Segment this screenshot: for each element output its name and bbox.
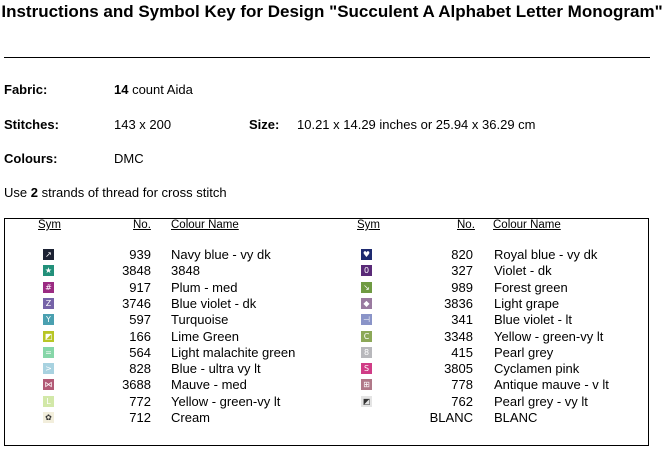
symbol-glyph: C xyxy=(363,331,370,341)
symbol-glyph: ⊞ xyxy=(363,380,370,390)
symbol-swatch-icon xyxy=(361,363,372,374)
dmc-number: 327 xyxy=(451,263,473,279)
colour-name: Navy blue - vy dk xyxy=(171,247,271,262)
fabric-type: count Aida xyxy=(128,82,193,97)
symbol-glyph: ♥ xyxy=(362,250,371,259)
strands-post: strands of thread for cross stitch xyxy=(37,185,227,200)
dmc-number: 597 xyxy=(129,312,151,328)
symbol-glyph: ◩ xyxy=(44,331,53,341)
key-row xyxy=(0,312,664,328)
key-row xyxy=(0,394,664,410)
colour-name: Blue violet - lt xyxy=(494,312,573,328)
stitches-label: Stitches: xyxy=(4,117,59,132)
dmc-number: BLANC xyxy=(429,410,473,425)
colour-name: Turquoise xyxy=(171,312,229,328)
colour-name: Light grape xyxy=(494,295,560,311)
left-name-header: Colour Name xyxy=(171,219,239,231)
dmc-number: 3688 xyxy=(122,377,151,393)
stitches-value: 143 x 200 xyxy=(114,117,172,132)
dmc-number: 989 xyxy=(451,279,473,295)
strands-pre: Use xyxy=(4,185,31,200)
dmc-number: 772 xyxy=(129,393,151,409)
symbol-glyph: 0 xyxy=(363,266,370,276)
key-row xyxy=(0,263,664,279)
symbol-glyph: S xyxy=(363,364,370,374)
dmc-number: 3348 xyxy=(444,328,473,344)
right-name-header: Colour Name xyxy=(493,219,561,231)
size-value: 10.21 x 14.29 inches or 25.94 x 36.29 cm xyxy=(297,117,536,132)
dmc-number: 166 xyxy=(129,328,151,344)
symbol-glyph: ◆ xyxy=(363,298,370,308)
symbol-glyph: Z xyxy=(45,298,52,308)
right-no-header: No. xyxy=(457,219,475,231)
dmc-number: 3746 xyxy=(122,295,151,311)
left-no-header: No. xyxy=(133,219,151,231)
symbol-glyph: ⋈ xyxy=(44,380,53,390)
symbol-swatch-icon xyxy=(361,314,372,325)
strands-count: 2 xyxy=(30,185,38,200)
dmc-number: 762 xyxy=(451,393,473,409)
symbol-glyph: ↘ xyxy=(363,282,370,292)
colour-name: Cream xyxy=(171,410,211,425)
symbol-swatch-icon xyxy=(361,347,372,358)
symbol-swatch-icon xyxy=(361,412,372,423)
symbol-swatch-icon xyxy=(361,331,372,342)
symbol-swatch-icon xyxy=(361,249,372,260)
key-row xyxy=(0,329,664,345)
strands-instruction xyxy=(4,185,227,200)
colour-name: Yellow - green-vy lt xyxy=(171,393,281,409)
colour-name: Forest green xyxy=(494,279,568,295)
colour-name: 3848 xyxy=(171,263,200,279)
colours-label: Colours: xyxy=(4,151,58,166)
symbol-glyph: > xyxy=(45,364,52,374)
key-row xyxy=(0,361,664,377)
dmc-number: 341 xyxy=(451,312,473,328)
colour-name: Yellow - green-vy lt xyxy=(494,328,604,344)
key-row xyxy=(0,410,664,426)
symbol-swatch-icon xyxy=(361,265,372,276)
symbol-glyph: ✿ xyxy=(45,413,52,422)
symbol-glyph: L xyxy=(46,396,51,406)
dmc-number: 3805 xyxy=(444,361,473,377)
dmc-number: 917 xyxy=(129,279,151,295)
key-row xyxy=(0,345,664,361)
fabric-count: 14 xyxy=(114,82,129,97)
symbol-glyph: = xyxy=(45,347,52,357)
key-row xyxy=(0,296,664,312)
colour-name: Blue violet - dk xyxy=(171,295,257,311)
colour-name: Violet - dk xyxy=(494,263,552,279)
symbol-glyph: # xyxy=(45,282,52,292)
symbol-glyph: ↗ xyxy=(45,250,52,259)
colour-name: Plum - med xyxy=(171,279,238,295)
colour-name: Antique mauve - v lt xyxy=(494,377,609,393)
colour-name: Pearl grey xyxy=(494,344,554,360)
dmc-number: 712 xyxy=(129,410,151,425)
symbol-swatch-icon xyxy=(361,396,372,407)
right-sym-header: Sym xyxy=(357,219,380,231)
symbol-glyph: ◩ xyxy=(362,396,371,406)
symbol-swatch-icon xyxy=(361,282,372,293)
colour-name: Light malachite green xyxy=(171,344,296,360)
colours-value: DMC xyxy=(114,151,144,166)
key-row xyxy=(0,280,664,296)
dmc-number: 778 xyxy=(451,377,473,393)
symbol-glyph: Y xyxy=(46,315,51,325)
fabric-value xyxy=(114,82,193,97)
colour-name: Mauve - med xyxy=(171,377,247,393)
dmc-number: 3848 xyxy=(122,263,151,279)
page-title: Instructions and Symbol Key for Design "Succulent A Alphabet Letter Monogram" xyxy=(1,2,663,21)
dmc-number: 415 xyxy=(451,344,473,360)
left-sym-header: Sym xyxy=(38,219,61,231)
colour-name: BLANC xyxy=(494,410,538,425)
colour-name: Pearl grey - vy lt xyxy=(494,393,588,409)
dmc-number: 828 xyxy=(129,361,151,377)
colour-name: Cyclamen pink xyxy=(494,361,580,377)
dmc-number: 820 xyxy=(451,247,473,262)
key-row xyxy=(0,377,664,393)
size-label: Size: xyxy=(249,117,280,132)
dmc-number: 564 xyxy=(129,344,151,360)
colour-name: Lime Green xyxy=(171,328,239,344)
symbol-swatch-icon xyxy=(361,298,372,309)
symbol-swatch-icon xyxy=(361,379,372,390)
dmc-number: 939 xyxy=(129,247,151,262)
symbol-glyph: 8 xyxy=(363,347,370,357)
title-divider xyxy=(4,57,650,58)
key-row xyxy=(0,247,664,263)
fabric-label: Fabric: xyxy=(4,82,48,97)
symbol-glyph: ★ xyxy=(44,266,53,276)
colour-name: Blue - ultra vy lt xyxy=(171,361,261,377)
dmc-number: 3836 xyxy=(444,295,473,311)
colour-name: Royal blue - vy dk xyxy=(494,247,598,262)
symbol-glyph: ⊣ xyxy=(363,315,370,325)
